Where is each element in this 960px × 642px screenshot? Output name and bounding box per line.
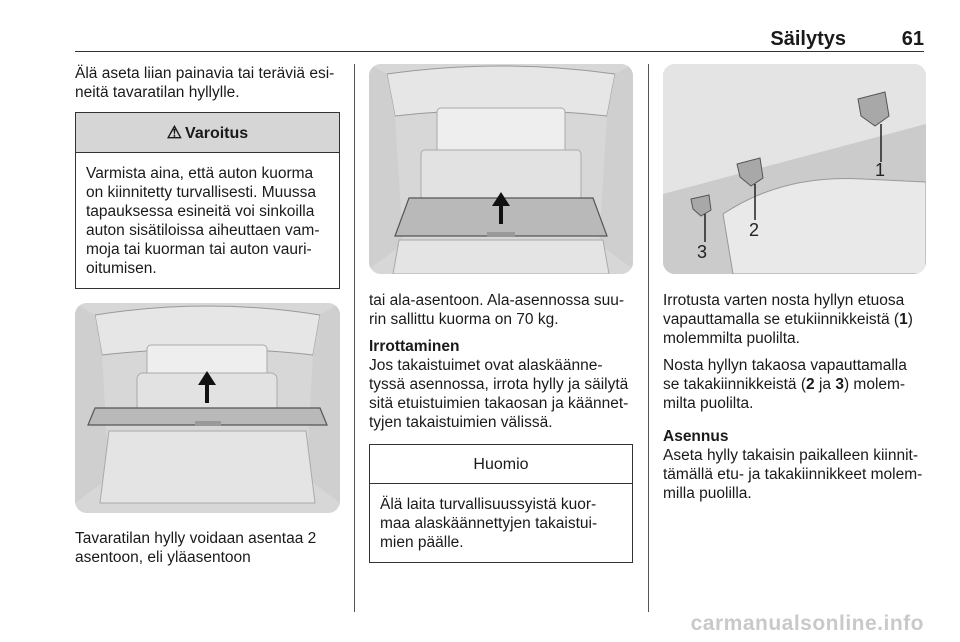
warning-box xyxy=(75,112,340,289)
rear-release-text: Nosta hyllyn takaosa vapauttamalla se takakiinnikkeistä (2 ja 3) molem-milta puolilta. xyxy=(663,357,907,412)
section-title: Säilytys xyxy=(770,28,846,50)
warning-triangle-icon: ⚠ xyxy=(166,123,183,142)
lower-position-text: tai ala-asentoon. Ala-asennossa suu-rin sallittu kuorma on 70 kg. xyxy=(369,292,625,328)
figure-label-3: 3 xyxy=(697,242,708,262)
cargo-shelf-upper-illustration xyxy=(75,303,340,513)
warning-header xyxy=(76,113,339,153)
column-3 xyxy=(663,64,926,503)
column-divider xyxy=(648,64,649,612)
column-1 xyxy=(75,64,340,575)
figure-label-2: 2 xyxy=(749,220,760,240)
removal-heading: Irrottaminen xyxy=(369,338,460,355)
column-2 xyxy=(369,64,633,577)
intro-text: Älä aseta liian painavia tai teräviä esi-neitä tavaratilan hyllylle. xyxy=(75,65,335,101)
removal-text: Jos takaistuimet ovat alaskäänne-tyssä asennossa, irrota hylly ja säilytä sitä etuistuimien takaosan ja käännet-tyjen takaistuimien välissä. xyxy=(369,357,629,431)
figure-label-1: 1 xyxy=(875,160,886,180)
page-header xyxy=(75,28,924,52)
note-body: Älä laita turvallisuussyistä kuor-maa alaskäännettyjen takaistui-mien päälle. xyxy=(380,496,598,551)
warning-body: Varmista aina, että auton kuorma on kiinnitetty turvallisesti. Muussa tapauksessa esineitä voi sinkoilla auton sisätiloissa aiheuttaen vam-moja tai kuorman tai auton vauri-oitumisen. xyxy=(86,165,320,277)
note-box xyxy=(369,444,633,563)
page-number: 61 xyxy=(901,28,924,50)
install-text: Aseta hylly takaisin paikalleen kiinnit-tämällä etu- ja takakiinnikkeet molem-milla puolilla. xyxy=(663,447,923,502)
front-release-text: Irrotusta varten nosta hyllyn etuosa vapauttamalla se etukiinnikkeistä (1) molemmilta puolilta. xyxy=(663,292,913,347)
warning-title: Varoitus xyxy=(185,125,249,142)
shelf-mounts-illustration xyxy=(663,64,926,274)
cargo-shelf-lower-illustration xyxy=(369,64,633,274)
shelf-positions-text: Tavaratilan hylly voidaan asentaa 2 asentoon, eli yläasentoon xyxy=(75,530,317,566)
column-divider xyxy=(354,64,355,612)
install-heading: Asennus xyxy=(663,428,729,445)
watermark: carmanualsonline.info xyxy=(690,612,924,635)
note-title: Huomio xyxy=(370,445,632,484)
